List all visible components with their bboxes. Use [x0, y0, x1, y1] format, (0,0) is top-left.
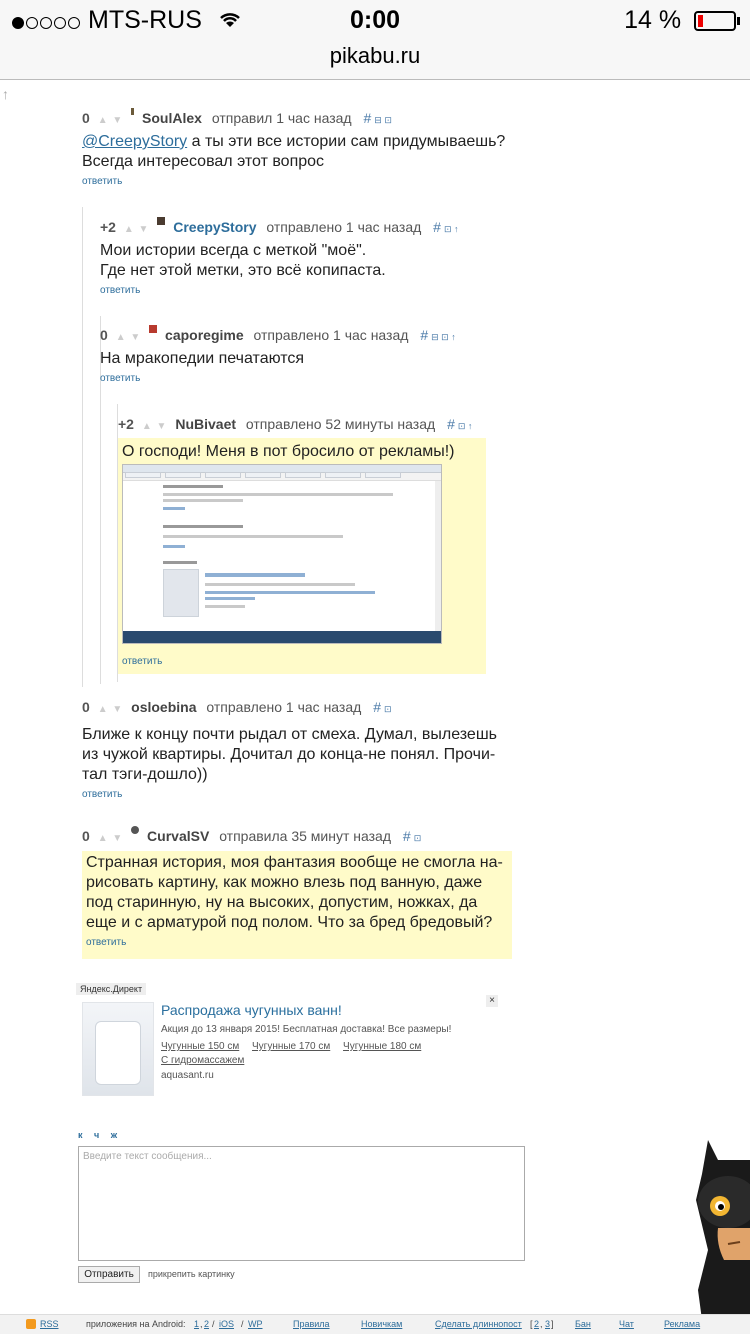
ad-link[interactable]: Чугунные 180 см: [343, 1041, 422, 1052]
comment-header: [82, 697, 522, 717]
vote-arrows[interactable]: ▲ ▼: [97, 704, 124, 715]
comment-link[interactable]: # ⊟ ⊡ ↑: [420, 327, 456, 343]
comment-time: отправлено 1 час назад: [266, 219, 422, 235]
format-strike-button[interactable]: ч: [94, 1130, 100, 1140]
comment-text: На мракопедии печатаются: [100, 350, 305, 367]
ad-text: Акция до 13 января 2015! Бесплатная доставка! Все размеры!: [161, 1024, 452, 1035]
ad-domain: aquasant.ru: [161, 1070, 214, 1081]
ad-title[interactable]: Распродажа чугунных ванн!: [161, 1002, 342, 1018]
footer-android-link-2[interactable]: 2: [204, 1319, 210, 1329]
comment-rating: 0: [82, 828, 90, 844]
reply-link[interactable]: ответить: [100, 285, 141, 296]
comment-author[interactable]: SoulAlex: [142, 110, 202, 126]
comment-rating: +2: [118, 416, 134, 432]
footer-rss-link[interactable]: RSS: [40, 1319, 59, 1329]
footer-ban-link[interactable]: Бан: [575, 1319, 591, 1329]
footer-apps-label: приложения на Android:: [86, 1319, 186, 1329]
comment-time: отправил 1 час назад: [211, 110, 352, 126]
comment-header: [100, 325, 520, 345]
battery-icon: [694, 11, 736, 31]
comment-time: отправлено 52 минуты назад: [245, 416, 436, 432]
comment-time: отправлено 1 час назад: [206, 699, 362, 715]
reply-link[interactable]: ответить: [100, 373, 141, 384]
status-bar: [0, 0, 750, 40]
vote-arrows[interactable]: ▲ ▼: [97, 833, 124, 844]
comment-rating: 0: [82, 699, 90, 715]
comment-header: [100, 217, 520, 237]
comment-rating: +2: [100, 219, 116, 235]
comment-author[interactable]: CreepyStory: [173, 219, 257, 235]
format-italic-button[interactable]: к: [78, 1130, 83, 1140]
ad-image[interactable]: [82, 1002, 154, 1096]
reply-link[interactable]: ответить: [86, 937, 127, 948]
ad-link[interactable]: Чугунные 150 см: [161, 1041, 240, 1052]
ad-link[interactable]: Чугунные 170 см: [252, 1041, 331, 1052]
ad-label[interactable]: Яндекс.Директ: [76, 983, 146, 995]
comment-author[interactable]: CurvalSV: [147, 828, 210, 844]
carrier-name: MTS-RUS: [88, 6, 202, 34]
footer-chat-link[interactable]: Чат: [619, 1319, 634, 1329]
comment-link[interactable]: # ⊡ ↑: [433, 219, 459, 235]
message-input[interactable]: [78, 1146, 525, 1261]
reply-link[interactable]: ответить: [122, 656, 163, 667]
comment: [100, 217, 520, 296]
avatar: [131, 826, 139, 834]
format-toolbar: [78, 1130, 126, 1140]
comment: [82, 108, 522, 187]
comment: [100, 325, 520, 384]
reply-link[interactable]: ответить: [82, 176, 123, 187]
comment-header: [82, 826, 522, 846]
clock: 0:00: [349, 6, 401, 34]
comment-link[interactable]: # ⊡: [373, 699, 392, 715]
footer-android-link-1[interactable]: 1: [194, 1319, 200, 1329]
footer-ads-link[interactable]: Реклама: [664, 1319, 701, 1329]
url-bar[interactable]: [0, 40, 750, 80]
comment-text: Мои истории всегда с меткой "моё". Где нет этой метки, это всё копипаста.: [100, 242, 386, 279]
battery-percent: 14 %: [624, 6, 682, 34]
vote-arrows[interactable]: ▲ ▼: [123, 224, 150, 235]
vote-arrows[interactable]: ▲ ▼: [97, 115, 124, 126]
comment-header: [118, 414, 488, 434]
comment-rating: 0: [82, 110, 90, 126]
comment-link[interactable]: # ⊡: [402, 828, 422, 844]
format-bold-button[interactable]: ж: [110, 1130, 118, 1140]
comment-author[interactable]: caporegime: [165, 327, 244, 343]
footer: RSS приложения на Android: 1 , 2 / iOS / WP Правила Новичкам Сделать длиннопост [ 2 , 3 ] Бан Чат Реклама: [0, 1314, 750, 1334]
footer-longpost-link-2[interactable]: 2: [534, 1319, 540, 1329]
comment-author[interactable]: NuBivaet: [175, 416, 237, 432]
comment-text: О господи! Меня в пот бросило от рекламы!): [122, 443, 455, 460]
footer-newbies-link[interactable]: Новичкам: [361, 1319, 403, 1329]
comment-link[interactable]: # ⊡ ↑: [447, 416, 473, 432]
attached-image[interactable]: [122, 464, 442, 644]
comment-text: Странная история, моя фантазия вообще не смогла на- рисовать картину, как можно влезь под ванную, даже под старинную, ну на высоких, допустим, ножках, да еще и с арматурой под полом. Что за бред бредовый?: [86, 854, 503, 931]
battery: [624, 6, 736, 35]
comment-time: отправила 35 минут назад: [219, 828, 392, 844]
ad-link[interactable]: С гидромассажем: [161, 1055, 245, 1066]
footer-wp-link[interactable]: WP: [248, 1319, 263, 1329]
thread-line: [82, 207, 83, 687]
vote-arrows[interactable]: ▲ ▼: [141, 421, 168, 432]
comment-rating: 0: [100, 327, 108, 343]
send-button[interactable]: Отправить: [78, 1266, 140, 1283]
attach-image-link[interactable]: прикрепить картинку: [148, 1269, 235, 1279]
comment: [82, 697, 522, 800]
ad-links: [161, 1041, 431, 1052]
footer-ios-link[interactable]: iOS: [219, 1319, 235, 1329]
mention-link[interactable]: @CreepyStory: [82, 133, 188, 150]
avatar: [157, 217, 165, 225]
rss-icon[interactable]: [26, 1319, 36, 1329]
comment: [118, 414, 488, 434]
comment-header: [82, 108, 522, 128]
batman-mascot-icon: [688, 1140, 750, 1320]
vote-arrows[interactable]: ▲ ▼: [115, 332, 142, 343]
highlighted-comment: [82, 851, 512, 959]
comment-author[interactable]: osloebina: [131, 699, 197, 715]
reply-link[interactable]: ответить: [82, 789, 123, 800]
avatar: [131, 108, 134, 115]
close-icon[interactable]: ×: [486, 995, 498, 1007]
footer-longpost-link-3[interactable]: 3: [545, 1319, 551, 1329]
comment: [82, 826, 522, 846]
comment-time: отправлено 1 час назад: [253, 327, 409, 343]
footer-longpost-link[interactable]: Сделать длиннопост: [435, 1319, 522, 1329]
avatar: [149, 325, 157, 333]
footer-rules-link[interactable]: Правила: [293, 1319, 330, 1329]
url-text: pikabu.ru: [329, 43, 421, 68]
comment-link[interactable]: # ⊟ ⊡: [363, 110, 392, 126]
comment-text: Ближе к концу почти рыдал от смеха. Думал, вылезешь из чужой квартиры. Дочитал до конца-не понял. Прочи- тал тэги-дошло)): [82, 726, 497, 783]
comment-text: @CreepyStory а ты эти все истории сам придумываешь? Всегда интересовал этот вопрос: [82, 133, 506, 170]
up-arrow-icon[interactable]: ↑: [2, 86, 9, 102]
